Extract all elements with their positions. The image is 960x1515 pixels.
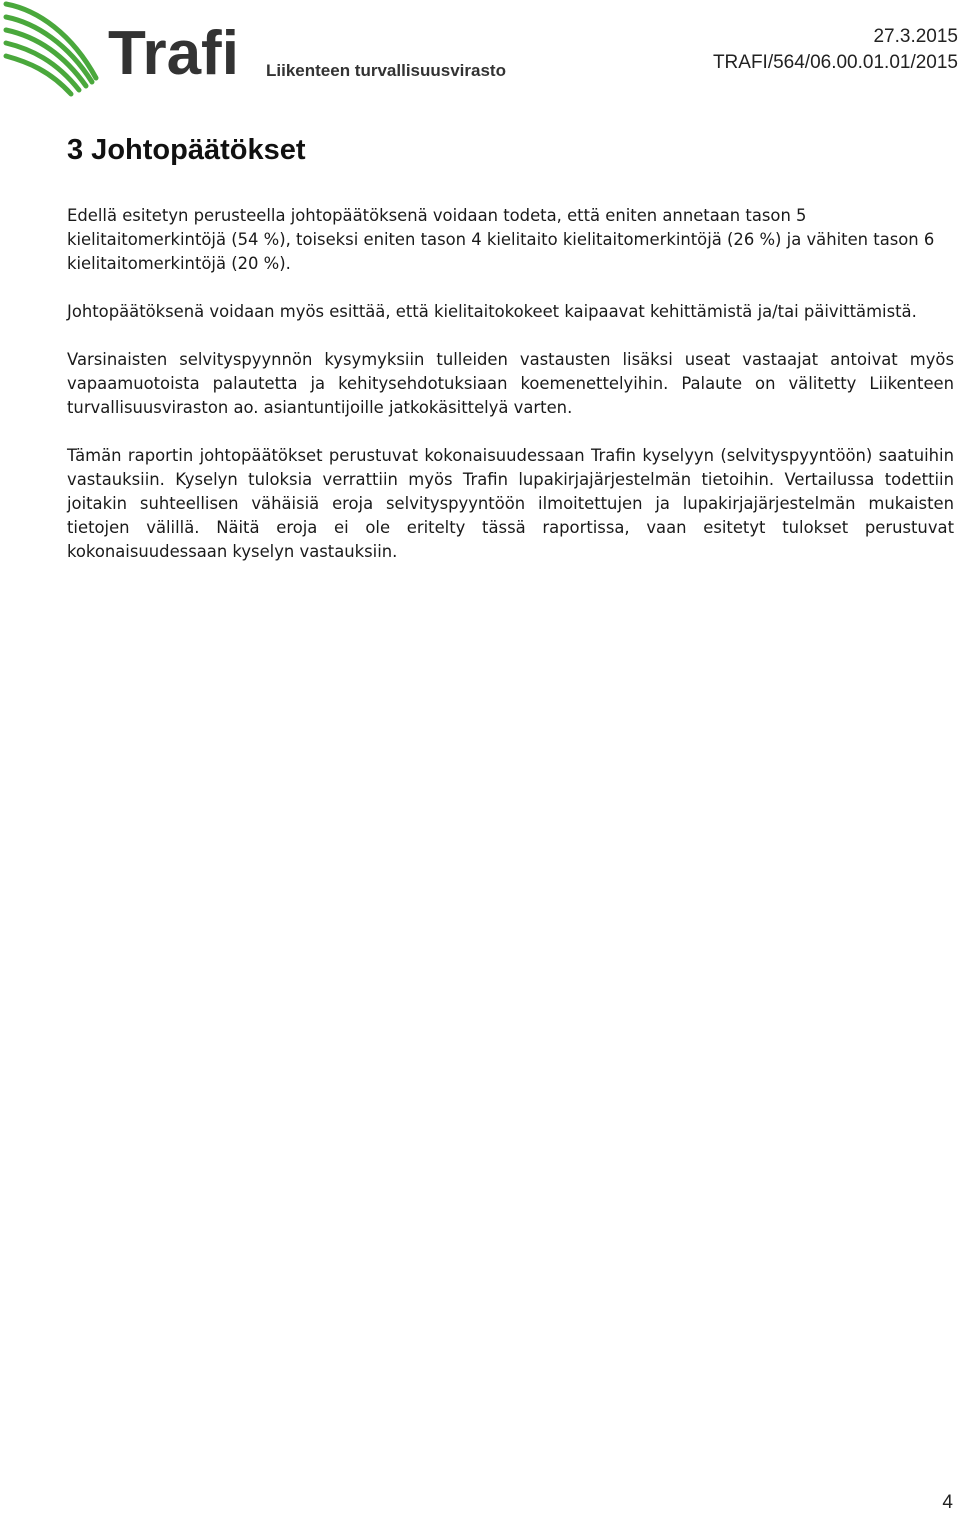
page-number: 4	[942, 1492, 953, 1513]
paragraph-1: Edellä esitetyn perusteella johtopäätöksenä voidaan todeta, että eniten annetaan tason 5 kielitaitomerkintöjä (54 %), toiseksi eniten tason 4 kielitaito kielitaitomerkintöjä (26 %) ja vähiten tason 6 kielitaitomerkintöjä (20 %).	[67, 206, 935, 273]
paragraph-3: Varsinaisten selvityspyynnön kysymyksiin tulleiden vastausten lisäksi useat vastaajat antoivat myös vapaamuotoista palautetta ja kehitysehdotuksiaan koemenettelyihin. Palaute on välitetty Liikenteen turvallisuusviraston ao. asiantuntijoille jatkokäsittelyä varten.	[67, 350, 954, 417]
trafi-logo-graphic	[0, 0, 520, 100]
trafi-swoosh-icon	[6, 4, 96, 94]
document-content	[67, 128, 954, 588]
document-header-meta	[713, 24, 958, 76]
trafi-logo	[0, 0, 520, 100]
section-title: 3 Johtopäätökset	[67, 134, 306, 166]
trafi-tagline: Liikenteen turvallisuusvirasto	[266, 61, 506, 80]
paragraph-4: Tämän raportin johtopäätökset perustuvat kokonaisuudessaan Trafin kyselyyn (selvityspyyntöön) saatuihin vastauksiin. Kyselyn tuloksia verrattiin myös Trafin lupakirjajärjestelmän tietoihin. Vertailussa todettiin joitakin suhteellisen vähäisiä eroja selvityspyyntöön ilmoitettujen ja lupakirjajärjestelmän mukaisten tietojen välillä. Näitä eroja ei ole eritelty tässä raportissa, vaan esitetyt tulokset perustuvat kokonaisuudessaan kyselyn vastauksiin.	[67, 446, 954, 561]
document-date: 27.3.2015	[873, 26, 958, 47]
document-reference: TRAFI/564/06.00.01.01/2015	[712, 52, 958, 73]
paragraph-2: Johtopäätöksenä voidaan myös esittää, että kielitaitokokeet kaipaavat kehittämistä ja/tai päivittämistä.	[67, 302, 917, 321]
trafi-wordmark: Trafi	[108, 19, 239, 88]
